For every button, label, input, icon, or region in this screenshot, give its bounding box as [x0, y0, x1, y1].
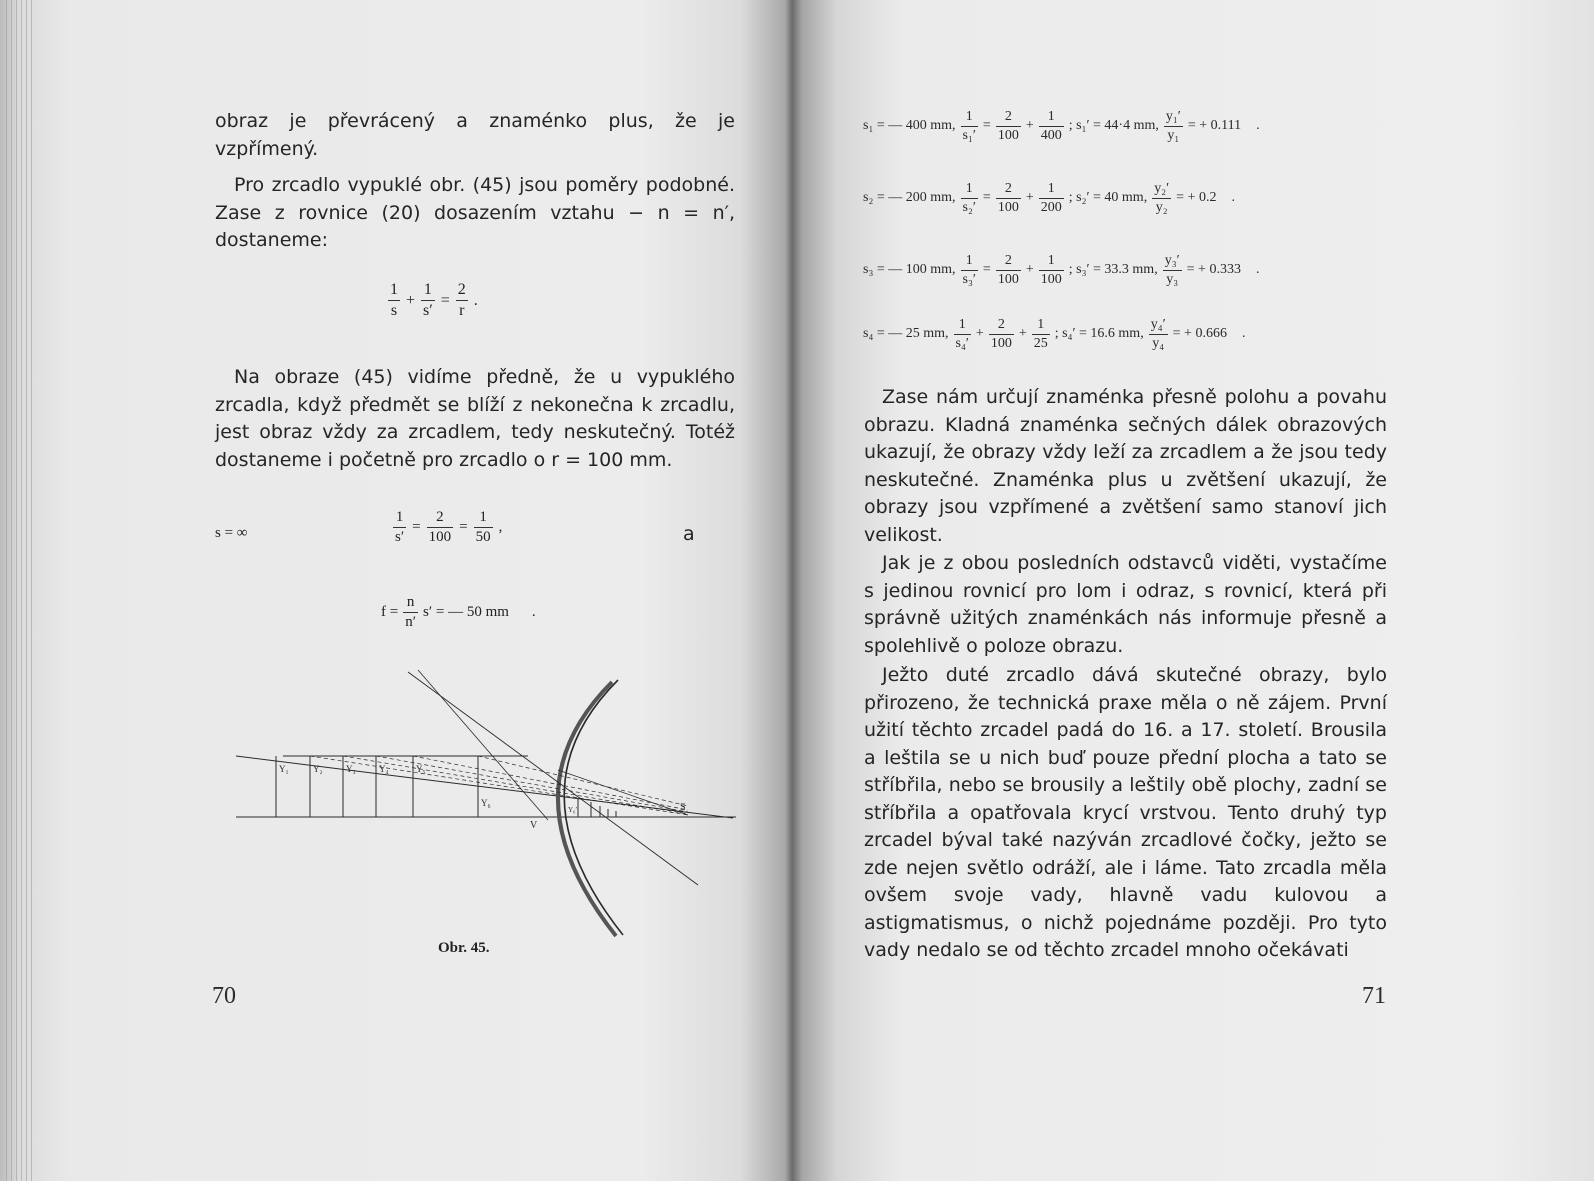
label-y5: Y₅ [416, 764, 426, 774]
optical-axis [236, 756, 733, 818]
paragraph-r2: Jak je z obou posledních odstavců viděti, vystačíme s jedinou rovnicí pro lom i odraz, s rovnicí, která při správně užitých znaménkách nás informuje přesně a spolehlivě o poloze obrazu. [864, 552, 1387, 657]
equation-infinity: s = ∞ [215, 525, 248, 541]
label-y3: Y₃ [346, 764, 356, 774]
equation-image-distance: $\frac{1}{s'}$ = $\frac{2}{100}$ = $\frac{1}{50}$ , [395, 509, 503, 545]
paragraph-1: obraz je převrácený a znaménko plus, že je vzpřímený. [215, 110, 735, 160]
equation-focal: f = $\frac{n}{n'}$ s′ = — 50 mm . [381, 594, 536, 630]
page-number-left: 70 [212, 983, 236, 1009]
calc-row-4: s₄ = — 25 mm, $\frac{1}{\text{s₄′}}$ + $\frac{2}{100}$ + $\frac{1}{25}$ ; s₄′ = 16.6 mm, $\frac{\text{y₄′}}{\text{y₄}}$ = + 0.666 . [863, 317, 1246, 351]
page-edge [6, 0, 36, 1181]
paragraph-r1: Zase nám určují znaménka přesně polohu a povahu obrazu. Kladná znaménka sečných dálek obrazových ukazují, že obrazy vždy leží za zrcadlem a že jsou tedy neskutečné. Znaménka plus u zvětšení ukazují, že obrazy jsou vzpřímené a zvětšení samo stanoví jich velikost. [864, 386, 1387, 546]
label-y4: Y₄ [379, 764, 389, 774]
label-s: S [680, 802, 686, 813]
paragraph-3: Na obraze (45) vidíme předně, že u vypuklého zrcadla, když předmět se blíží z nekonečna k zrcadlu, jest obraz vždy za zrcadlem, tedy neskutečný. Totéž dostaneme i početně pro zrcadlo o r = 100 mm. [215, 366, 735, 471]
calc-row-3: s₃ = — 100 mm, $\frac{1}{\text{s₃′}}$ = $\frac{2}{100}$ + $\frac{1}{100}$ ; s₃′ = 33.3 mm, $\frac{\text{y₃′}}{\text{y₃}}$ = + 0.333 . [863, 253, 1260, 287]
base-axis [236, 760, 733, 818]
equation-a: a [683, 523, 695, 545]
equation-mirror: $\frac{1}{s}$ + $\frac{1}{s'}$ = $\frac{2}{r}$ . [390, 281, 478, 319]
paragraph-2: Pro zrcadlo vypuklé obr. (45) jsou poměry podobné. Zase z rovnice (20) dosazením vztahu − n = n′, dostaneme: [215, 174, 735, 251]
label-y6-prime: Y₆′ [568, 806, 578, 814]
convex-mirror-figure [228, 660, 748, 940]
paragraph-r3: Ježto duté zrcadlo dává skutečné obrazy, bylo přirozeno, že technická praxe měla o ně zájem. První užití těchto zrcadel padá do 16. a 17. století. Brousila a leštila se u nich buď pouze přední plocha a tato se stříbřila, nebo se brousily a leštily obě plochy, zadní se stříbřila a opatřovala krycí vrstvou. Tento druhý typ zrcadel býval také nazýván zrcadlové čočky, ježto se zde nejen světlo odráží, ale i láme. Tato zrcadla měla ovšem svoje vady, hlavně vadu kulovou a astigmatismus, o nichž pojednáme později. Pro tyto vady nedalo se od těchto zrcadel mnoho očekávati [864, 664, 1387, 961]
right-page [792, 0, 1594, 1181]
page-number-right: 71 [1362, 983, 1386, 1009]
label-v: V [530, 820, 538, 831]
figure-caption: Obr. 45. [438, 940, 490, 956]
label-y2: Y₂ [313, 764, 323, 774]
calc-row-1: s₁ = — 400 mm, $\frac{1}{\text{s₁′}}$ = $\frac{2}{100}$ + $\frac{1}{400}$ ; s₁′ = 44·4 mm, $\frac{\text{y₁′}}{\text{y₁}}$ = + 0.111 . [863, 109, 1260, 143]
label-y6: Y₆ [481, 798, 491, 808]
label-y1: Y₁ [279, 764, 289, 774]
calc-row-2: s₂ = — 200 mm, $\frac{1}{\text{s₂′}}$ = $\frac{2}{100}$ + $\frac{1}{200}$ ; s₂′ = 40 mm, $\frac{\text{y₂′}}{\text{y₂}}$ = + 0.2 . [863, 181, 1235, 215]
left-page [0, 0, 792, 1181]
